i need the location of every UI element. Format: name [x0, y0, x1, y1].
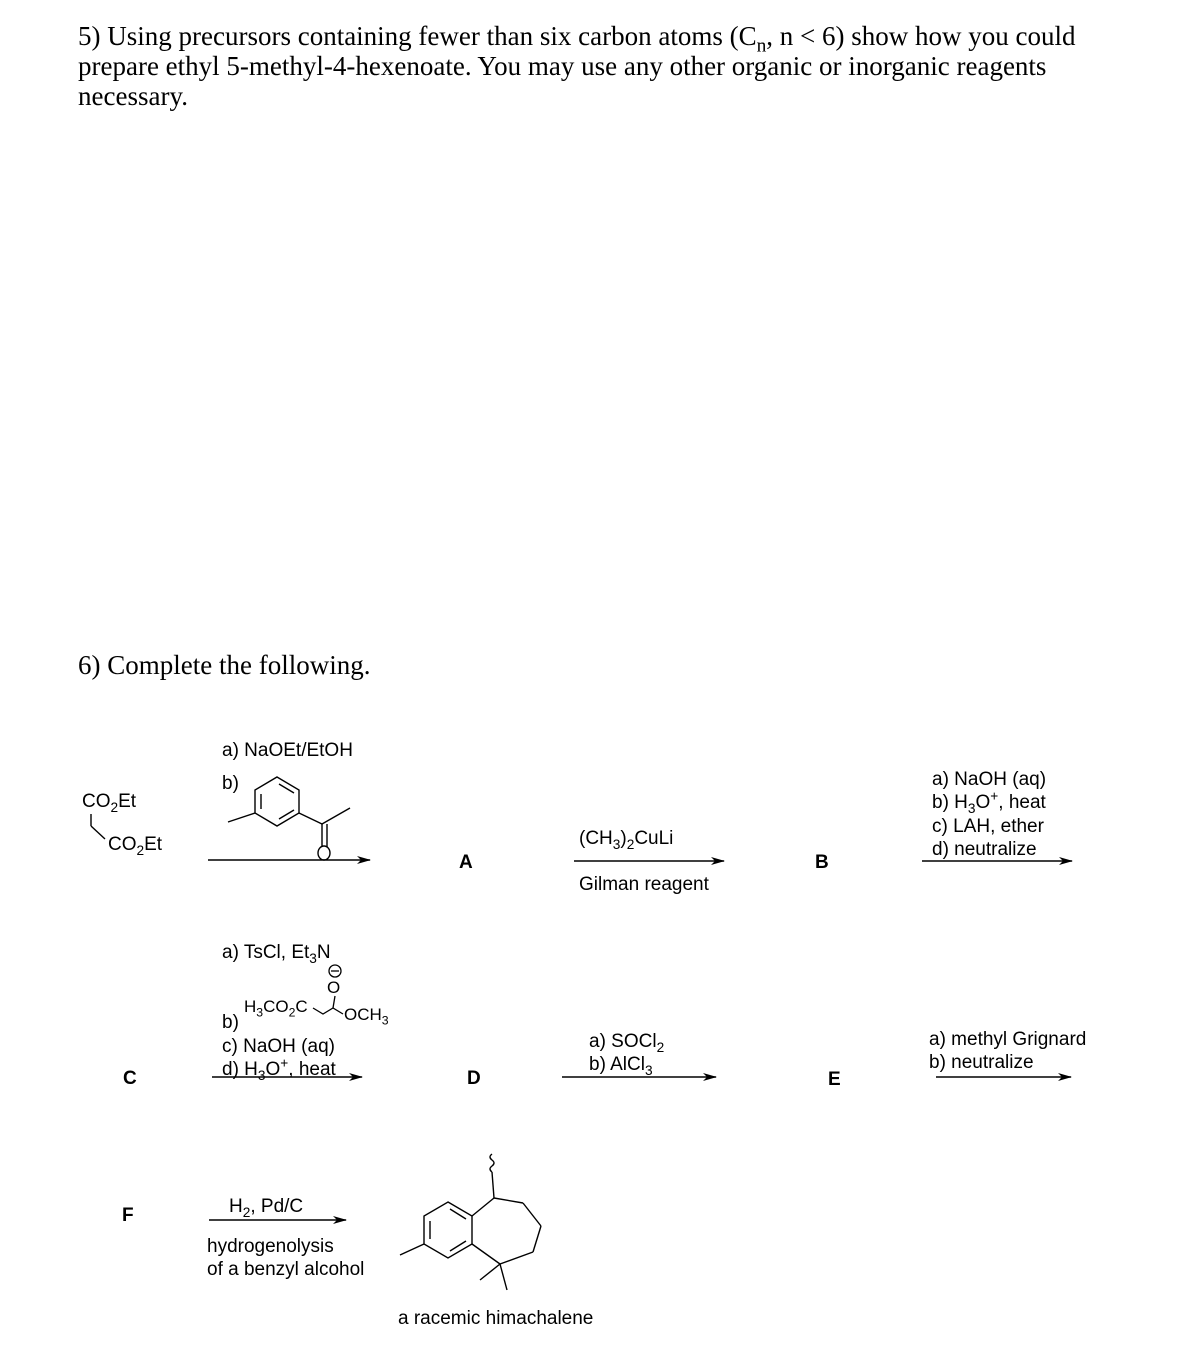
row1-step1-reagent-a: a) NaOEt/EtOH — [222, 740, 353, 761]
q6-title: 6) Complete the following. — [78, 650, 371, 680]
row1-step3-reagent-d: d) neutralize — [932, 839, 1037, 860]
row2-step1-reagent-c: c) NaOH (aq) — [222, 1036, 335, 1057]
diethyl-malonate-bottom-label: $CO_2Et$ — [108, 834, 163, 858]
row3-reagent-bottom-line-1: hydrogenolysis — [207, 1236, 334, 1257]
q5-line-3: necessary. — [78, 81, 188, 111]
q5-line-1: 5) Using precursors containing fewer than six carbon atoms ($C_n$, n < 6) show how you could — [78, 21, 1076, 57]
row2-step2-reagent-a: a) SOCl$_2$ — [589, 1031, 665, 1055]
q5-line-2: prepare ethyl 5-methyl-4-hexenoate. You may use any other organic or inorganic reagents — [78, 51, 1047, 81]
row2-step1-reagent-b: b) — [222, 1012, 239, 1033]
malonate-enolate-left-ester: $H_3CO_2C$ — [244, 997, 308, 1020]
intermediate-D-label: D — [467, 1068, 481, 1089]
diethyl-malonate-structure — [91, 814, 105, 839]
intermediate-B-label: B — [815, 852, 829, 873]
intermediate-E-label: E — [828, 1069, 841, 1090]
malonate-enolate-oxygen: O — [327, 978, 341, 997]
himachalene-structure — [400, 1154, 541, 1290]
row3-reagent-top: $H_2$, Pd/C — [229, 1196, 304, 1220]
diethyl-malonate-top-label: $CO_2Et$ — [82, 791, 137, 815]
row2-step1-reagent-d: d) $H_3O^+$, heat — [222, 1055, 336, 1083]
gilman-reagent-caption: Gilman reagent — [579, 874, 709, 895]
row1-step3-reagent-c: c) LAH, ether — [932, 816, 1044, 837]
row3-reagent-bottom-line-2: of a benzyl alcohol — [207, 1259, 365, 1280]
row2-step3-reagent-a: a) methyl Grignard — [929, 1029, 1087, 1050]
row2-step2-reagent-b: b) AlCl$_3$ — [589, 1054, 653, 1078]
himachalene-caption: a racemic himachalene — [398, 1308, 594, 1329]
row2-step1-reagent-a: a) TsCl, $Et_3N$ — [222, 942, 331, 966]
gilman-reagent-formula: $(CH_3)_2CuLi$ — [579, 828, 674, 852]
row1-step3-reagent-a: a) NaOH (aq) — [932, 769, 1047, 790]
row2-step3-reagent-b: b) neutralize — [929, 1052, 1034, 1073]
compound-C-label: C — [123, 1068, 137, 1089]
aryl-ketone-structure — [228, 777, 350, 860]
malonate-enolate-right-ester: $OCH_3$ — [344, 1005, 389, 1028]
row1-step3-reagent-b: b) $H_3O^+$, heat — [932, 788, 1046, 816]
malonate-enolate-structure — [313, 965, 343, 1014]
intermediate-A-label: A — [459, 852, 473, 873]
row1-step1-reagent-b: b) — [222, 773, 239, 794]
compound-F-label: F — [122, 1205, 134, 1226]
